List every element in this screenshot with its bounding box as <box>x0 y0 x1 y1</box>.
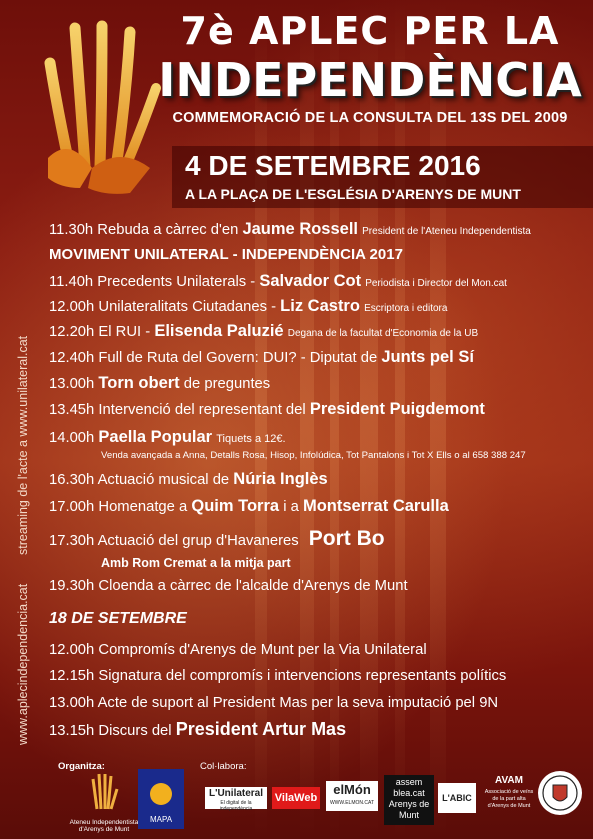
schedule-row: 12.20h El RUI - Elisenda Paluzié Degana de la facultat d'Economia de la UB <box>49 322 479 340</box>
schedule-row: 12.00h Compromís d'Arenys de Munt per la Via Unilateral <box>49 642 427 658</box>
event-date: 4 DE SETEMBRE 2016 <box>185 150 481 181</box>
schedule-row: 12.40h Full de Ruta del Govern: DUI? - Diputat de Junts pel Sí <box>49 348 474 366</box>
paella-tickets-note: Venda avançada a Anna, Detalls Rosa, Hisop, Infolúdica, Tot Pantalons i Tot X Ells o al 658 388 247 <box>101 450 526 461</box>
schedule-row: 11.40h Precedents Unilaterals - Salvador Cot Periodista i Director del Mon.cat <box>49 272 507 290</box>
assemblea-logo: assem blea.cat Arenys de Munt <box>384 775 434 825</box>
subtitle: COMMEMORACIÓ DE LA CONSULTA DEL 13S DEL 2009 <box>172 110 568 126</box>
schedule-row: 11.30h Rebuda a càrrec d'en Jaume Rossell President de l'Ateneu Independentista <box>49 220 531 238</box>
ateneu-logo-icon <box>88 771 120 815</box>
title-line-1: 7è APLEC PER LA <box>180 9 560 53</box>
schedule-row: 12.00h Unilateralitats Ciutadanes - Liz Castro Escriptora i editora <box>49 297 448 315</box>
elmon-logo: elMón WWW.ELMON.CAT <box>326 781 378 811</box>
streaming-link[interactable]: streaming de l'acte a www.unilateral.cat <box>16 335 30 555</box>
title-line-2: INDEPENDÈNCIA <box>158 53 582 107</box>
schedule-row: 14.00h Paella Popular Tiquets a 12€. <box>49 428 286 446</box>
seal-icon <box>536 769 584 817</box>
havaneres-note: Amb Rom Cremat a la mitja part <box>101 556 291 570</box>
vilaweb-logo: VilaWeb <box>272 787 320 809</box>
section-heading: MOVIMENT UNILATERAL - INDEPENDÈNCIA 2017 <box>49 246 403 263</box>
schedule-row: 13.15h Discurs del President Artur Mas <box>49 719 347 739</box>
schedule-row: 19.30h Cloenda a càrrec de l'alcalde d'Arenys de Munt <box>49 578 408 594</box>
footer <box>0 757 593 839</box>
section-date-heading: 18 DE SETEMBRE <box>49 610 187 627</box>
abic-logo: L'ABIC <box>438 783 476 813</box>
schedule-row: 12.15h Signatura del compromís i intervencions representants polítics <box>49 668 507 684</box>
header <box>155 8 585 126</box>
ateneu-name: Ateneu Independentista d'Arenys de Munt <box>69 819 139 833</box>
schedule-row: 13.45h Intervenció del representant del President Puigdemont <box>49 400 485 418</box>
schedule-row: 17.00h Homenatge a Quim Torra i a Montserrat Carulla <box>49 497 449 515</box>
event-place: A LA PLAÇA DE L'ESGLÉSIA D'ARENYS DE MUNT <box>185 186 521 202</box>
colabora-label: Col·labora: <box>200 761 247 772</box>
mapa-logo: MAPA <box>138 769 184 829</box>
unilateral-logo: L'Unilateral El digital de la independència <box>205 787 267 809</box>
schedule-row: 16.30h Actuació musical de Núria Inglès <box>49 470 328 488</box>
avam-description: Associació de veïns de la part alta d'Arenys de Munt <box>484 789 534 809</box>
avam-logo: AVAM <box>495 775 523 786</box>
schedule-row: 13.00h Torn obert de preguntes <box>49 374 271 392</box>
schedule-row: 13.00h Acte de suport al President Mas per la seva imputació pel 9N <box>49 695 499 711</box>
organitza-label: Organitza: <box>58 761 105 772</box>
schedule-row: 17.30h Actuació del grup d'Havaneres Port Bo <box>49 527 385 550</box>
website-link[interactable]: www.aplecindependencia.cat <box>16 583 30 745</box>
